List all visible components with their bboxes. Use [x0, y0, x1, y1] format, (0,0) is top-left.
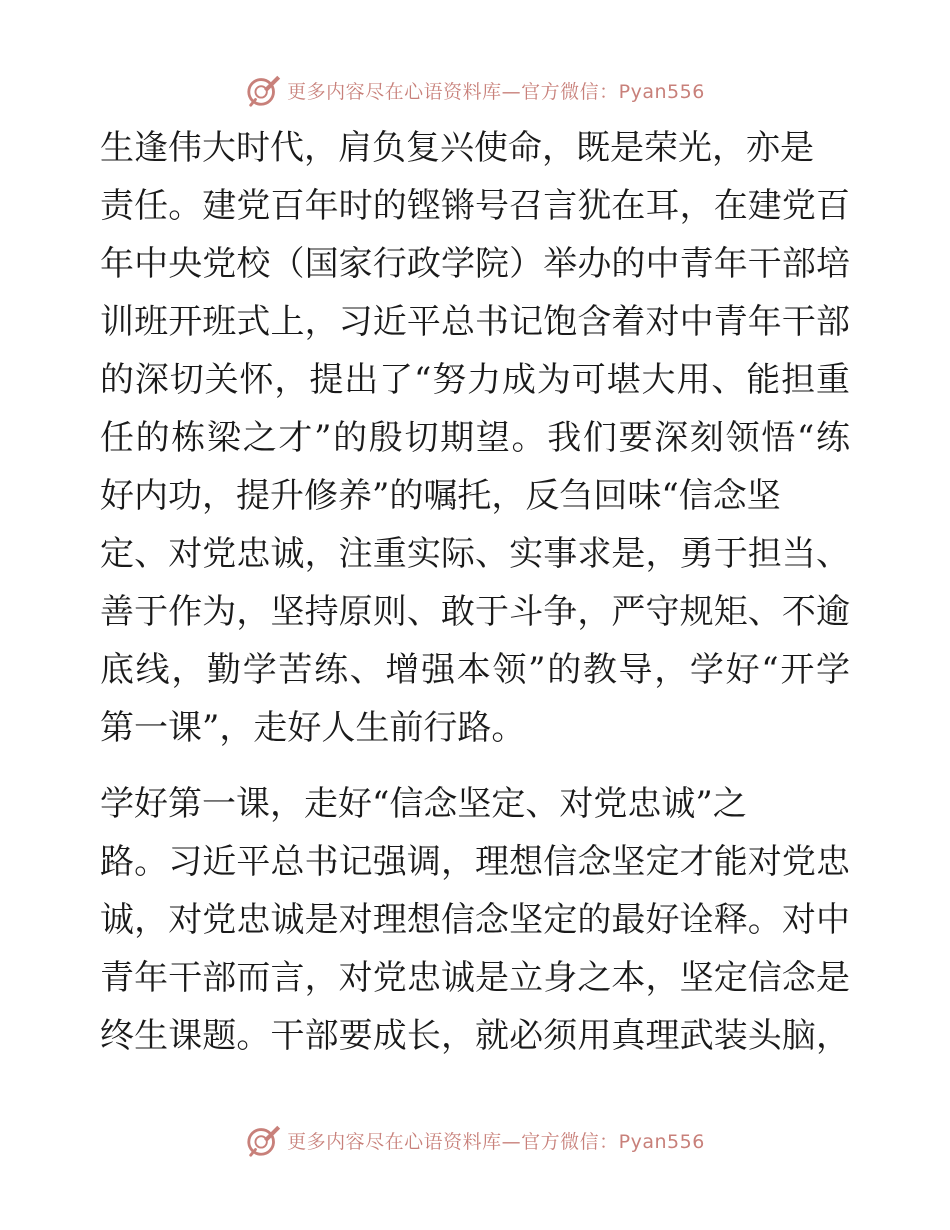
text-line: 训班开班式上，习近平总书记饱含着对中青年干部	[100, 302, 850, 342]
text-line: 定、对党忠诚，注重实际、实事求是，勇于担当、	[100, 534, 850, 574]
paragraph-1	[100, 119, 850, 757]
text-line: 善于作为，坚持原则、敢于斗争，严守规矩、不逾	[100, 592, 850, 632]
header-watermark	[0, 68, 950, 112]
text-line: 学好第一课，走好“信念坚定、对党忠诚”之	[100, 784, 747, 824]
text-line: 底线，勤学苦练、增强本领”的教导，学好“开学	[100, 650, 850, 690]
watermark-text: 更多内容尽在心语资料库—官方微信：Pyan556	[287, 1130, 705, 1153]
watermark-logo-icon	[245, 1121, 283, 1159]
text-line: 诚，对党忠诚是对理想信念坚定的最好诠释。对中	[100, 900, 850, 940]
text-line: 终生课题。干部要成长，就必须用真理武装头脑，	[100, 1016, 850, 1056]
text-line: 的深切关怀，提出了“努力成为可堪大用、能担重	[100, 360, 850, 400]
text-line: 责任。建党百年时的铿锵号召言犹在耳，在建党百	[100, 186, 850, 226]
text-line: 好内功，提升修养”的嘱托，反刍回味“信念坚	[100, 476, 781, 516]
paragraph-2	[100, 775, 850, 1065]
watermark-text: 更多内容尽在心语资料库—官方微信：Pyan556	[287, 80, 705, 103]
text-line: 路。习近平总书记强调，理想信念坚定才能对党忠	[100, 842, 850, 882]
watermark-logo-icon	[245, 71, 283, 109]
text-line: 年中央党校（国家行政学院）举办的中青年干部培	[100, 244, 850, 284]
text-line: 第一课”，走好人生前行路。	[100, 708, 526, 748]
footer-watermark	[0, 1118, 950, 1162]
text-line: 生逢伟大时代，肩负复兴使命，既是荣光，亦是	[100, 128, 814, 168]
text-line: 青年干部而言，对党忠诚是立身之本，坚定信念是	[100, 958, 850, 998]
text-line: 任的栋梁之才”的殷切期望。我们要深刻领悟“练	[100, 418, 850, 458]
